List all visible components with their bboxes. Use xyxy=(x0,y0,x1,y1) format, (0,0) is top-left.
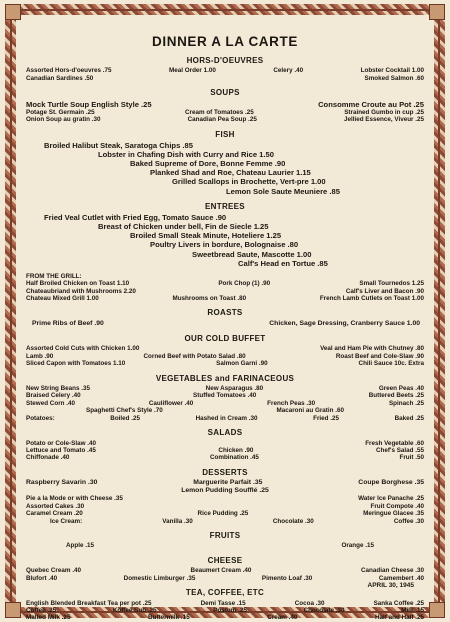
menu-item: Vanilla .30 xyxy=(162,517,193,525)
menu-item: Hashed in Cream .30 xyxy=(195,414,258,422)
menu-row xyxy=(26,345,424,352)
menu-item: Assorted Cold Cuts with Chicken 1.00 xyxy=(26,345,140,353)
menu-item: Pie a la Mode or with Cheese .35 xyxy=(26,495,123,503)
menu-item: Lettuce and Tomato .45 xyxy=(26,447,96,455)
menu-item: Demi Tasse .15 xyxy=(200,599,246,607)
menu-item: Pork Chop (1) .90 xyxy=(218,280,271,288)
menu-row xyxy=(26,447,424,454)
menu-row xyxy=(26,479,424,487)
section-heading-fruits: FRUITS xyxy=(209,531,241,541)
corner-ornament xyxy=(429,4,445,20)
menu-item: Mushrooms on Toast .80 xyxy=(172,295,247,303)
section-heading-salads: SALADS xyxy=(207,428,243,438)
menu-item: Coffee .25 xyxy=(26,607,57,615)
menu-item: Macaroni au Gratin .60 xyxy=(276,407,344,415)
menu-item: Cocoa .30 xyxy=(294,599,325,607)
menu-item: Chicken .90 xyxy=(218,447,254,455)
section-heading-cold-buffet: OUR COLD BUFFET xyxy=(184,333,266,343)
menu-row xyxy=(26,75,424,82)
section-heading-roasts: ROASTS xyxy=(207,308,243,318)
menu-item: French Peas .30 xyxy=(267,399,316,407)
menu-item: Potage St. Germain .25 xyxy=(26,108,95,116)
section-heading-fish: FISH xyxy=(215,129,235,139)
menu-row xyxy=(26,295,424,302)
section-heading-desserts: DESSERTS xyxy=(202,467,248,477)
menu-item: Combination .45 xyxy=(209,454,259,462)
menu-item: Potato or Cole-Slaw .40 xyxy=(26,439,96,447)
menu-row xyxy=(26,353,424,360)
menu-item: Sliced Capon with Tomatoes 1.10 xyxy=(26,360,126,368)
grill-heading: FROM THE GRILL: xyxy=(26,272,82,280)
menu-item: Chocolate .30 xyxy=(272,517,314,525)
menu-item: Mock Turtle Soup English Style .25 xyxy=(26,99,152,109)
menu-item: Veal and Ham Pie with Chutney .80 xyxy=(320,345,424,353)
menu-row xyxy=(26,510,424,517)
menu-row xyxy=(26,415,424,422)
menu-item: Apple .15 xyxy=(66,542,94,550)
menu-item: Small Tournedos 1.25 xyxy=(359,280,424,288)
menu-item: Fruit Compote .40 xyxy=(370,502,424,510)
menu-item: Meringue Glacee .35 xyxy=(363,510,424,518)
section-heading-entrees: ENTREES xyxy=(205,201,245,211)
section-heading-soups: SOUPS xyxy=(210,88,240,98)
menu-row xyxy=(26,503,424,510)
menu-item: Chicken, Sage Dressing, Cranberry Sauce 1.00 xyxy=(269,319,420,327)
menu-item: Cauliflower .40 xyxy=(148,399,194,407)
menu-row xyxy=(26,607,424,614)
corner-ornament xyxy=(429,602,445,618)
menu-item: Broiled Small Steak Minute, Hoteliere 1.25 xyxy=(130,231,282,241)
menu-item: Coupe Borghese .35 xyxy=(358,479,424,487)
menu-item: Grilled Scallops in Brochette, Vert-pre 1.00 xyxy=(172,177,326,187)
menu-item: Salmon Garni .90 xyxy=(216,360,268,368)
menu-item: French Lamb Cutlets on Toast 1.00 xyxy=(319,295,424,303)
menu-date: APRIL 30, 1945 xyxy=(367,582,414,590)
menu-item: Sanka Coffee .25 xyxy=(373,599,424,607)
menu-item: Consomme Croute au Pot .25 xyxy=(318,99,424,109)
menu-item: Lemon Pudding Soufflé .25 xyxy=(181,487,269,495)
menu-item: Canadian Pea Soup .25 xyxy=(187,116,257,124)
menu-row xyxy=(26,600,424,607)
section-heading-cheese: CHEESE xyxy=(207,555,243,565)
menu-row xyxy=(26,495,424,502)
menu-item: Braised Celery .40 xyxy=(26,392,81,400)
menu-item: Broiled Halibut Steak, Saratoga Chips .85 xyxy=(44,141,193,151)
menu-item: Cream of Tomatoes .25 xyxy=(184,108,254,116)
section-heading-hors-doeuvres: HORS-D'OEUVRES xyxy=(186,55,264,65)
menu-item: Milk .15 xyxy=(401,607,424,615)
menu-item: Beaumert Cream .40 xyxy=(190,567,252,575)
menu-item: Lemon Sole Saute Meuniere .85 xyxy=(226,186,340,196)
menu-row xyxy=(26,280,424,287)
menu-item: Lobster in Chafing Dish with Curry and Rice 1.50 xyxy=(98,150,274,160)
menu-item: Assorted Cakes .30 xyxy=(26,502,85,510)
menu-item: Rice Pudding .25 xyxy=(197,510,249,518)
menu-row xyxy=(26,454,424,461)
menu-item: Orange .15 xyxy=(341,542,374,550)
corner-ornament xyxy=(5,602,21,618)
menu-item: Half Broiled Chicken on Toast 1.10 xyxy=(26,280,130,288)
menu-row xyxy=(26,518,424,525)
menu-item: Baked .25 xyxy=(394,414,424,422)
section-heading-vegetables: VEGETABLES and FARINACEOUS xyxy=(155,373,295,383)
menu-item: Koffee Sub .25 xyxy=(112,607,157,615)
menu-item: Smoked Salmon .60 xyxy=(364,74,424,82)
menu-row xyxy=(26,407,424,414)
menu-row xyxy=(26,360,424,367)
menu-item: Raspberry Savarin .30 xyxy=(26,479,98,487)
menu-item: Stewed Corn .40 xyxy=(26,399,75,407)
menu-item: Breast of Chicken under bell, Fin de Siecle 1.25 xyxy=(98,222,269,232)
menu-row xyxy=(26,320,424,328)
menu-item: Strained Gumbo in cup .25 xyxy=(344,108,424,116)
menu-item: Stuffed Tomatoes .40 xyxy=(193,392,257,400)
menu-item: Quebec Cream .40 xyxy=(26,567,81,575)
menu-item: Fried Veal Cutlet with Fried Egg, Tomato Sauce .90 xyxy=(44,213,227,223)
menu-title: DINNER A LA CARTE xyxy=(152,34,298,49)
section-heading-tea-coffee: TEA, COFFEE, ETC xyxy=(185,588,265,598)
menu-item: Lamb .90 xyxy=(26,352,54,360)
menu-item: Sweetbread Saute, Mascotte 1.00 xyxy=(192,249,312,259)
menu-item: Meal Order 1.00 xyxy=(168,67,216,75)
menu-item: Fruit .50 xyxy=(399,454,424,462)
menu-item: Domestic Limburger .35 xyxy=(123,574,196,582)
menu-item: English Blended Breakfast Tea per pot .25 xyxy=(26,599,152,607)
menu-item: Cream .40 xyxy=(267,614,298,622)
menu-item: Calf's Liver and Bacon .90 xyxy=(345,287,424,295)
menu-item: Prime Ribs of Beef .90 xyxy=(32,319,104,327)
menu-item: Potatoes: xyxy=(26,414,55,422)
menu-item: Malted Milk .25 xyxy=(26,614,71,622)
menu-item: Fresh Vegetable .60 xyxy=(365,439,424,447)
menu-item: Buttermilk .15 xyxy=(148,614,190,622)
menu-item: Marguerite Parfait .35 xyxy=(193,479,263,487)
menu-item: Chef's Salad .55 xyxy=(375,447,424,455)
menu-item: Planked Shad and Roe, Chateau Laurier 1.15 xyxy=(150,168,311,178)
menu-content xyxy=(26,22,424,622)
menu-item: Coffee .30 xyxy=(393,517,424,525)
menu-item: Spaghetti Chef's Style .70 xyxy=(86,407,163,415)
menu-item: Chateau Mixed Grill 1.00 xyxy=(26,295,99,303)
menu-item: Poultry Livers in bordure, Bolognaise .80 xyxy=(150,240,299,250)
menu-item: Celery .40 xyxy=(273,67,304,75)
menu-item: Assorted Hors-d'oeuvres .75 xyxy=(26,67,112,75)
menu-item: Fried .25 xyxy=(313,414,339,422)
menu-row xyxy=(26,67,424,74)
menu-item: Onion Soup au gratin .30 xyxy=(26,116,101,124)
menu-row xyxy=(26,109,424,116)
menu-item: Lobster Cocktail 1.00 xyxy=(360,67,424,75)
menu-item: Spinach .25 xyxy=(388,399,424,407)
menu-item: Canadian Sardines .50 xyxy=(26,74,94,82)
menu-row xyxy=(26,575,424,582)
menu-row xyxy=(26,400,424,407)
menu-item: Roast Beef and Cole-Slaw .90 xyxy=(335,352,424,360)
menu-row xyxy=(26,614,424,621)
menu-row xyxy=(26,392,424,399)
menu-item: Jellied Essence, Viveur .25 xyxy=(343,116,424,124)
menu-row xyxy=(26,288,424,295)
menu-item: Chateaubriand with Mushrooms 2.20 xyxy=(26,287,136,295)
menu-item: Water Ice Panache .25 xyxy=(358,495,424,503)
menu-row xyxy=(26,440,424,447)
menu-item: Postum .25 xyxy=(213,607,247,615)
menu-row xyxy=(26,567,424,574)
menu-item: New Asparagus .80 xyxy=(205,385,264,393)
menu-row xyxy=(26,116,424,123)
menu-item: Pimento Loaf .30 xyxy=(261,574,313,582)
menu-item: Baked Supreme of Dore, Bonne Femme .90 xyxy=(130,159,286,169)
menu-row xyxy=(26,542,424,549)
menu-row xyxy=(26,100,424,109)
menu-item: Ice Cream: xyxy=(50,517,83,525)
menu-item: Caramel Cream .20 xyxy=(26,510,83,518)
menu-item: Buttered Beets .25 xyxy=(368,392,424,400)
menu-item: Chili Sauce 10c. Extra xyxy=(358,360,424,368)
menu-item: Chiffonade .40 xyxy=(26,454,70,462)
menu-item: Blufort .40 xyxy=(26,574,58,582)
menu-item: Canadian Cheese .30 xyxy=(360,567,424,575)
menu-row xyxy=(26,385,424,392)
menu-item: Corned Beef with Potato Salad .80 xyxy=(143,352,246,360)
menu-item: Green Peas .40 xyxy=(378,385,424,393)
menu-item: Camembert .40 xyxy=(378,574,424,582)
menu-item: Half and Half .25 xyxy=(375,614,424,622)
menu-item: New String Beans .35 xyxy=(26,385,91,393)
menu-item: Boiled .25 xyxy=(110,414,141,422)
menu-item: Calf's Head en Tortue .85 xyxy=(238,258,328,268)
corner-ornament xyxy=(5,4,21,20)
menu-item: Chocolate .30 xyxy=(303,607,345,615)
